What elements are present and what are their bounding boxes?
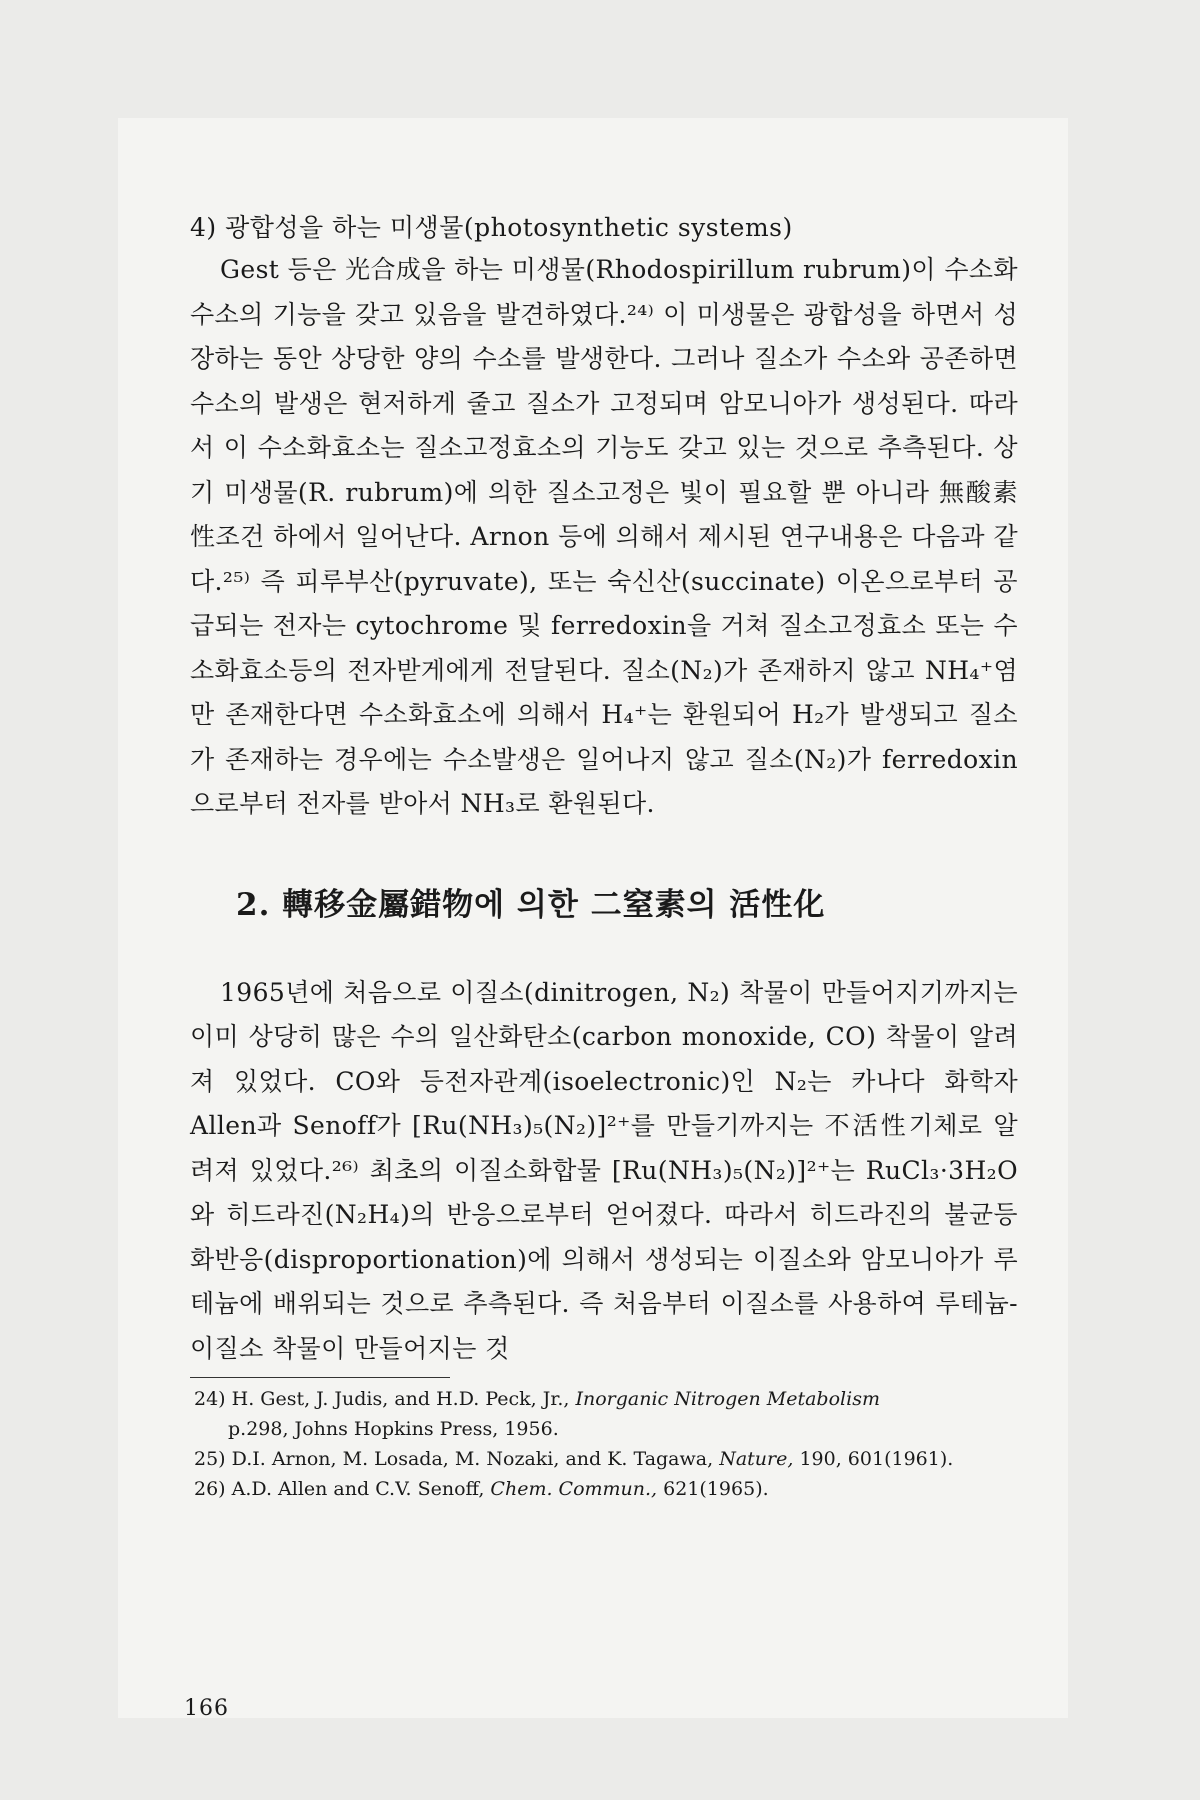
footnote-title: Chem. Commun., bbox=[490, 1478, 658, 1500]
footnote-number: 26) bbox=[194, 1478, 226, 1500]
footnote-authors: D.I. Arnon, M. Losada, M. Nozaki, and K. Tagawa, bbox=[231, 1448, 714, 1470]
section-paragraph: 1965년에 처음으로 이질소(dinitrogen, N₂) 착물이 만들어지기까지는 이미 상당히 많은 수의 일산화탄소(carbon monoxide, CO) 착물이 알려져 있었다. CO와 등전자관계(isoelectronic)인 N₂는 카나다 화학자 Allen과 Senoff가 [Ru(NH₃)₅(N₂)]²⁺를 만들기까지는 不活性기체로 알려져 있었다.²⁶⁾ 최초의 이질소화합물 [Ru(NH₃)₅(N₂)]²⁺는 RuCl₃·3H₂O와 히드라진(N₂H₄)의 반응으로부터 얻어졌다. 따라서 히드라진의 불균등화반응(disproportionation)에 의해서 생성되는 이질소와 암모니아가 루테늄에 배위되는 것으로 추측된다. 즉 처음부터 이질소를 사용하여 루테늄-이질소 착물이 만들어지는 것 bbox=[190, 977, 1018, 1363]
section-heading: 2. 轉移金屬錯物에 의한 二窒素의 活性化 bbox=[236, 886, 826, 923]
footnotes bbox=[190, 1384, 1018, 1504]
footnote-24 bbox=[194, 1384, 1018, 1444]
page-content bbox=[190, 210, 1018, 1504]
footnote-authors: H. Gest, J. Judis, and H.D. Peck, Jr., bbox=[231, 1388, 570, 1410]
footnote-25 bbox=[194, 1444, 1018, 1474]
page-number: 166 bbox=[184, 1696, 229, 1721]
subsection-paragraph: Gest 등은 光合成을 하는 미생물(Rhodospirillum rubrum)이 수소화수소의 기능을 갖고 있음을 발견하였다.²⁴⁾ 이 미생물은 광합성을 하면서 성장하는 동안 상당한 양의 수소를 발생한다. 그러나 질소가 수소와 공존하면 수소의 발생은 현저하게 줄고 질소가 고정되며 암모니아가 생성된다. 따라서 이 수소화효소는 질소고정효소의 기능도 갖고 있는 것으로 추측된다. 상기 미생물(R. rubrum)에 의한 질소고정은 빛이 필요할 뿐 아니라 無酸素性조건 하에서 일어난다. Arnon 등에 의해서 제시된 연구내용은 다음과 같다.²⁵⁾ 즉 피루부산(pyruvate), 또는 숙신산(succinate) 이온으로부터 공급되는 전자는 cytochrome 및 ferredoxin을 거쳐 질소고정효소 또는 수소화효소등의 전자받게에게 전달된다. 질소(N₂)가 존재하지 않고 NH₄⁺염만 존재한다면 수소화효소에 의해서 H₄⁺는 환원되어 H₂가 발생되고 질소가 존재하는 경우에는 수소발생은 일어나지 않고 질소(N₂)가 ferredoxin으로부터 전자를 받아서 NH₃로 환원된다. bbox=[190, 255, 1018, 818]
footnote-title: Nature, bbox=[719, 1448, 794, 1470]
footnote-number: 25) bbox=[194, 1448, 226, 1470]
footnote-number: 24) bbox=[194, 1388, 226, 1410]
footnote-26 bbox=[194, 1474, 1018, 1504]
footnote-divider bbox=[190, 1377, 450, 1378]
footnote-rest: p.298, Johns Hopkins Press, 1956. bbox=[228, 1418, 559, 1440]
footnote-rest: 621(1965). bbox=[663, 1478, 769, 1500]
subsection-heading: 4) 광합성을 하는 미생물(photosynthetic systems) bbox=[190, 213, 793, 242]
footnote-title: Inorganic Nitrogen Metabolism bbox=[575, 1388, 880, 1410]
book-page bbox=[118, 118, 1068, 1721]
footnote-authors: A.D. Allen and C.V. Senoff, bbox=[231, 1478, 485, 1500]
footnote-rest: 190, 601(1961). bbox=[799, 1448, 954, 1470]
